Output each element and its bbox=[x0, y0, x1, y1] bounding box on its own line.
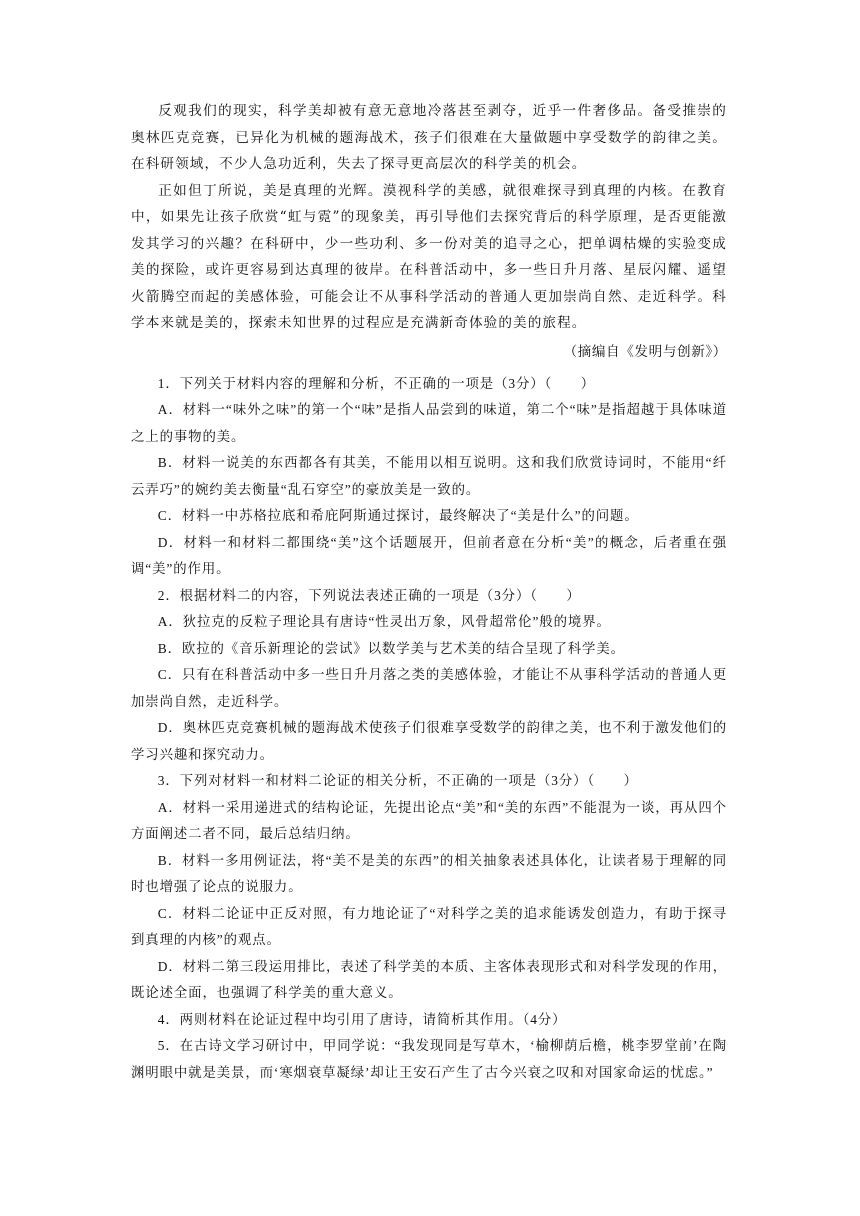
passage-paragraph-2: 正如但丁所说，美是真理的光辉。漠视科学的美感，就很难探寻到真理的内核。在教育中，如果先让孩子欣赏“虹与霓”的现象美，再引导他们去探究背后的科学原理，是否更能激发其学习的兴趣？在科研中，少一些功利、多一份对美的追寻之心，把单调枯燥的实验变成美的探险，或许更容易到达真理的彼岸。在科普活动中，多一些日升月落、星辰闪耀、遥望火箭腾空而起的美感体验，可能会让不从事科学活动的普通人更加崇尚自然、走近科学。科学本来就是美的，探索未知世界的过程应是充满新奇体验的美的旅程。 bbox=[131, 182, 727, 331]
question-3-option-d: D．材料二第三段运用排比，表述了科学美的本质、主客体表现形式和对科学发现的作用，既论述全面，也强调了科学美的重大意义。 bbox=[131, 958, 727, 1000]
question-2-option-d: D．奥林匹克竞赛机械的题海战术使孩子们很难享受数学的韵律之美，也不利于激发他们的学习兴趣和探究动力。 bbox=[131, 720, 727, 762]
passage-source: （摘编自《发明与创新》） bbox=[563, 343, 727, 360]
question-1-stem: 1．下列关于材料内容的理解和分析，不正确的一项是（3分）（ ） bbox=[157, 375, 596, 391]
exam-page bbox=[131, 98, 727, 1086]
question-1-option-b: B．材料一说美的东西都各有其美，不能用以相互说明。这和我们欣赏诗词时，不能用“纤云弄巧”的婉约美去衡量“乱石穿空”的豪放美是一致的。 bbox=[131, 455, 727, 497]
question-2-option-a: A．狄拉克的反粒子理论具有唐诗“性灵出万象，风骨超常伦”般的境界。 bbox=[157, 614, 611, 629]
question-2-option-b: B．欧拉的《音乐新理论的尝试》以数学美与艺术美的结合呈现了科学美。 bbox=[157, 640, 625, 656]
question-2-stem: 2．根据材料二的内容，下列说法表述正确的一项是（3分）（ ） bbox=[157, 587, 581, 603]
question-5-stem: 5．在古诗文学习研讨中，甲同学说：“我发现同是写草木，‘榆柳荫后檐，桃李罗堂前’在陶渊明眼中就是美景，而‘寒烟衰草凝绿’却让王安石产生了古今兴衰之叹和对国家命运的忧虑。” bbox=[131, 1038, 727, 1080]
question-3-option-a: A．材料一采用递进式的结构论证，先提出论点“美”和“美的东西”不能混为一谈，再从四个方面阐述二者不同，最后总结归纳。 bbox=[131, 799, 727, 841]
question-4-stem: 4．两则材料在论证过程中均引用了唐诗，请简析其作用。（4分） bbox=[157, 1011, 567, 1027]
question-2-option-c: C．只有在科普活动中多一些日升月落之类的美感体验，才能让不从事科学活动的普通人更加崇尚自然，走近科学。 bbox=[131, 667, 727, 709]
question-1-option-a: A．材料一“味外之味”的第一个“味”是指人品尝到的味道，第二个“味”是指超越于具体味道之上的事物的美。 bbox=[131, 402, 727, 444]
question-3-stem: 3．下列对材料一和材料二论证的相关分析，不正确的一项是（3分）（ ） bbox=[157, 773, 638, 788]
question-1-option-d: D．材料一和材料二都围绕“美”这个话题展开，但前者意在分析“美”的概念，后者重在强调“美”的作用。 bbox=[131, 534, 727, 576]
question-1-option-c: C．材料一中苏格拉底和希庇阿斯通过探讨，最终解决了“美是什么”的问题。 bbox=[157, 508, 639, 523]
reading-passage bbox=[131, 98, 727, 366]
question-list bbox=[131, 371, 727, 1087]
question-3-option-c: C．材料二论证中正反对照，有力地论证了“对科学之美的追求能诱发创造力，有助于探寻到真理的内核”的观点。 bbox=[131, 905, 727, 947]
passage-paragraph-1: 反观我们的现实，科学美却被有意无意地冷落甚至剥夺，近乎一件奢侈品。备受推崇的奥林匹克竞赛，已异化为机械的题海战术，孩子们很难在大量做题中享受数学的韵律之美。在科研领域，不少人急功近利，失去了探寻更高层次的科学美的机会。 bbox=[131, 103, 727, 172]
question-3-option-b: B．材料一多用例证法，将“美不是美的东西”的相关抽象表述具体化，让读者易于理解的同时也增强了论点的说服力。 bbox=[131, 852, 727, 894]
